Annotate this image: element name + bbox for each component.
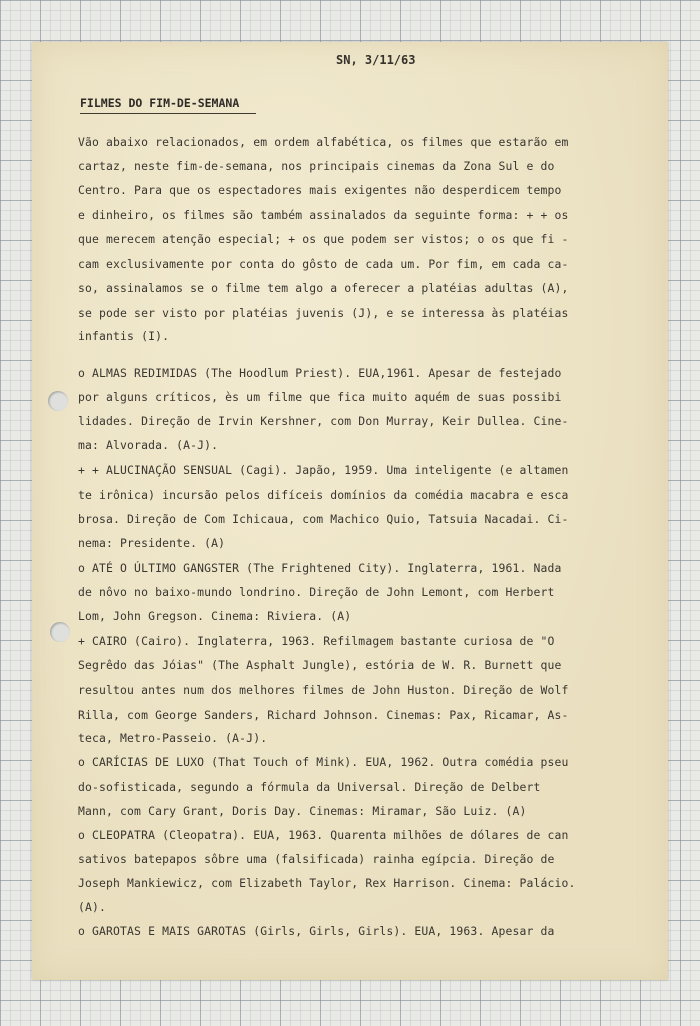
film-entry-line: Rilla, com George Sanders, Richard Johnson. Cinemas: Pax, Ricamar, As- [78,708,569,722]
film-entry-line: (A). [78,900,107,914]
film-entry-line: te irônica) incursão pelos difíceis domínios da comédia macabra e esca [78,488,569,502]
film-entry-line: o CARÍCIAS DE LUXO (That Touch of Mink). EUA, 1962. Outra comédia pseu [78,755,569,769]
film-entry-line: por alguns críticos, ès um filme que fica muito aquém de suas possibi [78,390,562,404]
film-entry-line: o CLEOPATRA (Cleopatra). EUA, 1963. Quarenta milhões de dólares de can [78,828,569,842]
title-underline [80,113,256,114]
film-entry-line: do-sofisticada, segundo a fórmula da Universal. Direção de Delbert [78,780,541,794]
film-entry-line: o ALMAS REDIMIDAS (The Hoodlum Priest). EUA,1961. Apesar de festejado [78,366,562,380]
intro-line: que merecem atenção especial; + os que podem ser vistos; o os que fi - [78,232,569,246]
film-entry-line: + CAIRO (Cairo). Inglaterra, 1963. Refilmagem bastante curiosa de "O [78,634,555,648]
film-entry-line: resultou antes num dos melhores filmes de John Huston. Direção de Wolf [78,683,569,697]
document-reference: SN, 3/11/63 [336,53,416,67]
film-entry-line: Joseph Mankiewicz, com Elizabeth Taylor, Rex Harrison. Cinema: Palácio. [78,876,576,890]
film-entry-line: sativos batepapos sôbre uma (falsificada) rainha egípcia. Direção de [78,852,555,866]
film-entry-line: Segrêdo das Jóias" (The Asphalt Jungle), estória de W. R. Burnett que [78,658,562,672]
film-entry-line: ma: Alvorada. (A-J). [78,438,219,452]
intro-line: Centro. Para que os espectadores mais exigentes não desperdicem tempo [78,183,562,197]
film-entry-line: Lom, John Gregson. Cinema: Riviera. (A) [78,609,352,623]
intro-line: infantis (I). [78,329,170,343]
film-entry-line: de nôvo no baixo-mundo londrino. Direção de John Lemont, com Herbert [78,585,555,599]
intro-line: so, assinalamos se o filme tem algo a oferecer a platéias adultas (A), [78,281,569,295]
film-entry-line: nema: Presidente. (A) [78,536,226,550]
film-entry-line: lidades. Direção de Irvin Kershner, com Don Murray, Keir Dullea. Cine- [78,414,569,428]
document-title: FILMES DO FIM-DE-SEMANA [80,96,240,110]
intro-line: se pode ser visto por platéias juvenis (J), e se interessa às platéias [78,306,569,320]
film-entry-line: Mann, com Cary Grant, Doris Day. Cinemas: Miramar, São Luiz. (A) [78,804,527,818]
intro-line: Vão abaixo relacionados, em ordem alfabética, os filmes que estarão em [78,135,569,149]
film-entry-line: o GAROTAS E MAIS GAROTAS (Girls, Girls, Girls). EUA, 1963. Apesar da [78,924,555,938]
film-entry-line: + + ALUCINAÇÃO SENSUAL (Cagi). Japão, 1959. Uma inteligente (e altamen [78,463,569,477]
film-entry-line: brosa. Direção de Com Ichicaua, com Machico Quio, Tatsuia Nacadai. Ci- [78,512,569,526]
intro-line: e dinheiro, os filmes são também assinalados da seguinte forma: + + os [78,208,569,222]
intro-line: cartaz, neste fim-de-semana, nos principais cinemas da Zona Sul e do [78,159,555,173]
intro-line: cam exclusivamente por conta do gôsto de cada um. Por fim, em cada ca- [78,257,569,271]
film-entry-line: o ATÉ O ÚLTIMO GANGSTER (The Frightened City). Inglaterra, 1961. Nada [78,561,562,575]
punch-hole [48,391,68,411]
punch-hole [50,622,70,642]
film-entry-line: teca, Metro-Passeio. (A-J). [78,731,268,745]
